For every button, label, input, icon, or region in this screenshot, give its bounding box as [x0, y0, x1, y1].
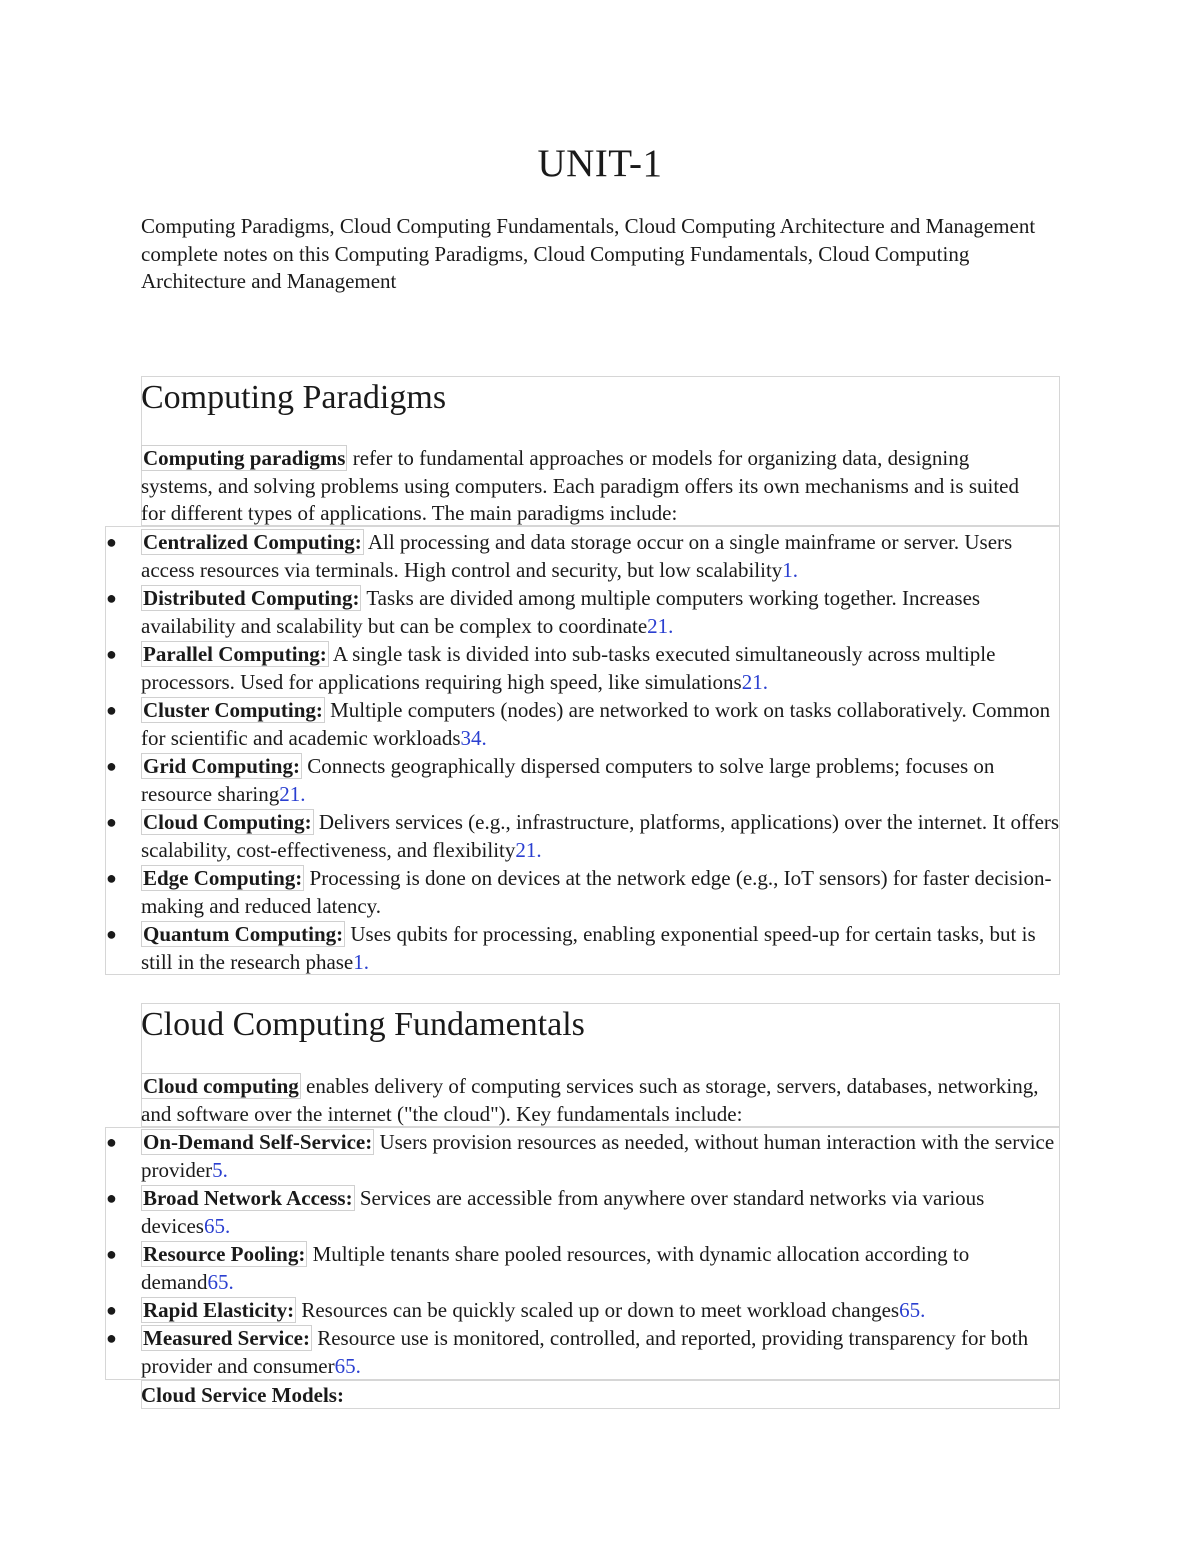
- list-item: [105, 1296, 1060, 1324]
- list-item-text: Delivers services (e.g., infrastructure, platforms, applications) over the internet. It offers scalability, cost-effectiveness, and flexibility: [141, 810, 1060, 862]
- citation-link[interactable]: 1.: [782, 558, 799, 582]
- bullet-icon: ●: [106, 1244, 117, 1264]
- list-item-term: Centralized Computing:: [143, 530, 362, 554]
- list-item-text: Processing is done on devices at the network edge (e.g., IoT sensors) for faster decision-making and reduced latency.: [141, 866, 1052, 918]
- list-item-text: Resources can be quickly scaled up or down to meet workload changes: [296, 1298, 900, 1322]
- section-heading-computing-paradigms: Computing Paradigms: [141, 379, 447, 416]
- list-item-term: Broad Network Access:: [143, 1186, 353, 1210]
- term-cloud-computing: Cloud computing: [143, 1074, 299, 1098]
- bullet-icon: ●: [106, 644, 117, 664]
- bullet-icon: ●: [106, 868, 117, 888]
- bullet-icon: ●: [106, 588, 117, 608]
- list-item-term: Grid Computing:: [143, 754, 300, 778]
- citation-link[interactable]: 65.: [207, 1270, 234, 1294]
- bullet-icon: ●: [106, 812, 117, 832]
- list-item-term: Quantum Computing:: [143, 922, 344, 946]
- cloud-fundamentals-intro-text: enables delivery of computing services such as storage, servers, databases, networking, and software over the internet ("the cloud"). Key fundamentals include:: [141, 1074, 1039, 1126]
- bullet-icon: ●: [106, 1188, 117, 1208]
- citation-link[interactable]: 5.: [212, 1158, 228, 1182]
- list-item: [105, 920, 1060, 976]
- computing-paradigms-intro: [141, 445, 1041, 528]
- list-item-text: Multiple computers (nodes) are networked to work on tasks collaboratively. Common for scientific and academic workloads: [141, 698, 1051, 750]
- bullet-icon: ●: [106, 1132, 117, 1152]
- list-item: [105, 1184, 1060, 1240]
- list-item: [105, 752, 1060, 808]
- list-item-text: Resource use is monitored, controlled, and reported, providing transparency for both provider and consumer: [141, 1326, 1029, 1378]
- list-item-text: Tasks are divided among multiple computers working together. Increases availability and scalability but can be complex to coordinate: [141, 586, 981, 638]
- intro-line-notes: complete notes on this Computing Paradigms, Cloud Computing Fundamentals, Cloud Computing Architecture and Management: [141, 241, 970, 293]
- citation-link[interactable]: 34.: [460, 726, 487, 750]
- list-item-term: Cloud Computing:: [143, 810, 312, 834]
- list-item: [105, 1324, 1060, 1380]
- list-item-term: On-Demand Self-Service:: [143, 1130, 373, 1154]
- list-item-term: Cluster Computing:: [143, 698, 323, 722]
- list-item: [105, 528, 1060, 584]
- citation-link[interactable]: 21.: [515, 838, 542, 862]
- citation-link[interactable]: 65.: [899, 1298, 926, 1322]
- citation-link[interactable]: 21.: [647, 614, 674, 638]
- list-item: [105, 1128, 1060, 1184]
- bullet-icon: ●: [106, 532, 117, 552]
- citation-link[interactable]: 65.: [334, 1354, 361, 1378]
- bullet-icon: ●: [106, 756, 117, 776]
- cloud-service-models-label: Cloud Service Models:: [141, 1383, 344, 1407]
- list-item-term: Edge Computing:: [143, 866, 303, 890]
- computing-paradigms-list: [105, 528, 1060, 976]
- cloud-fundamentals-list: [105, 1128, 1060, 1380]
- list-item-term: Resource Pooling:: [143, 1242, 306, 1266]
- list-item-term: Rapid Elasticity:: [143, 1298, 295, 1322]
- list-item: [105, 584, 1060, 640]
- section-heading-cloud-fundamentals: Cloud Computing Fundamentals: [141, 1006, 585, 1043]
- list-item: [105, 1240, 1060, 1296]
- cloud-fundamentals-intro: [141, 1073, 1041, 1128]
- list-item-term: Measured Service:: [143, 1326, 310, 1350]
- list-item-text: Multiple tenants share pooled resources, with dynamic allocation according to demand: [141, 1242, 970, 1294]
- bullet-icon: ●: [106, 924, 117, 944]
- list-item: [105, 864, 1060, 920]
- list-item: [105, 640, 1060, 696]
- bullet-icon: ●: [106, 1300, 117, 1320]
- bullet-icon: ●: [106, 1328, 117, 1348]
- page-title: UNIT-1: [537, 142, 663, 185]
- list-item: [105, 808, 1060, 864]
- intro-line-topics: Computing Paradigms, Cloud Computing Fundamentals, Cloud Computing Architecture and Management: [141, 214, 1036, 238]
- list-item: [105, 696, 1060, 752]
- list-item-term: Parallel Computing:: [143, 642, 327, 666]
- citation-link[interactable]: 65.: [203, 1214, 231, 1238]
- bullet-icon: ●: [106, 700, 117, 720]
- intro-block: [141, 213, 1041, 296]
- term-computing-paradigms: Computing paradigms: [143, 446, 346, 470]
- list-item-text: Uses qubits for processing, enabling exponential speed-up for certain tasks, but is still in the research phase: [141, 922, 1036, 974]
- list-item-text: A single task is divided into sub-tasks executed simultaneously across multiple processors. Used for applications requiring high speed, like simulations: [141, 642, 996, 694]
- list-item-text: Connects geographically dispersed computers to solve large problems; focuses on resource sharing: [141, 754, 995, 806]
- citation-link[interactable]: 21.: [741, 670, 768, 694]
- list-item-text: All processing and data storage occur on a single mainframe or server. Users access resources via terminals. High control and security, but low scalability: [141, 530, 1013, 582]
- computing-paradigms-intro-text: refer to fundamental approaches or models for organizing data, designing systems, and solving problems using computers. Each paradigm offers its own mechanisms and is suited for different types of applications. The main paradigms include:: [141, 446, 1019, 525]
- list-item-text: Users provision resources as needed, without human interaction with the service provider: [141, 1130, 1055, 1182]
- list-item-term: Distributed Computing:: [143, 586, 360, 610]
- citation-link[interactable]: 21.: [279, 782, 306, 806]
- citation-link[interactable]: 1.: [353, 950, 370, 974]
- list-item-text: Services are accessible from anywhere over standard networks via various devices: [141, 1186, 985, 1238]
